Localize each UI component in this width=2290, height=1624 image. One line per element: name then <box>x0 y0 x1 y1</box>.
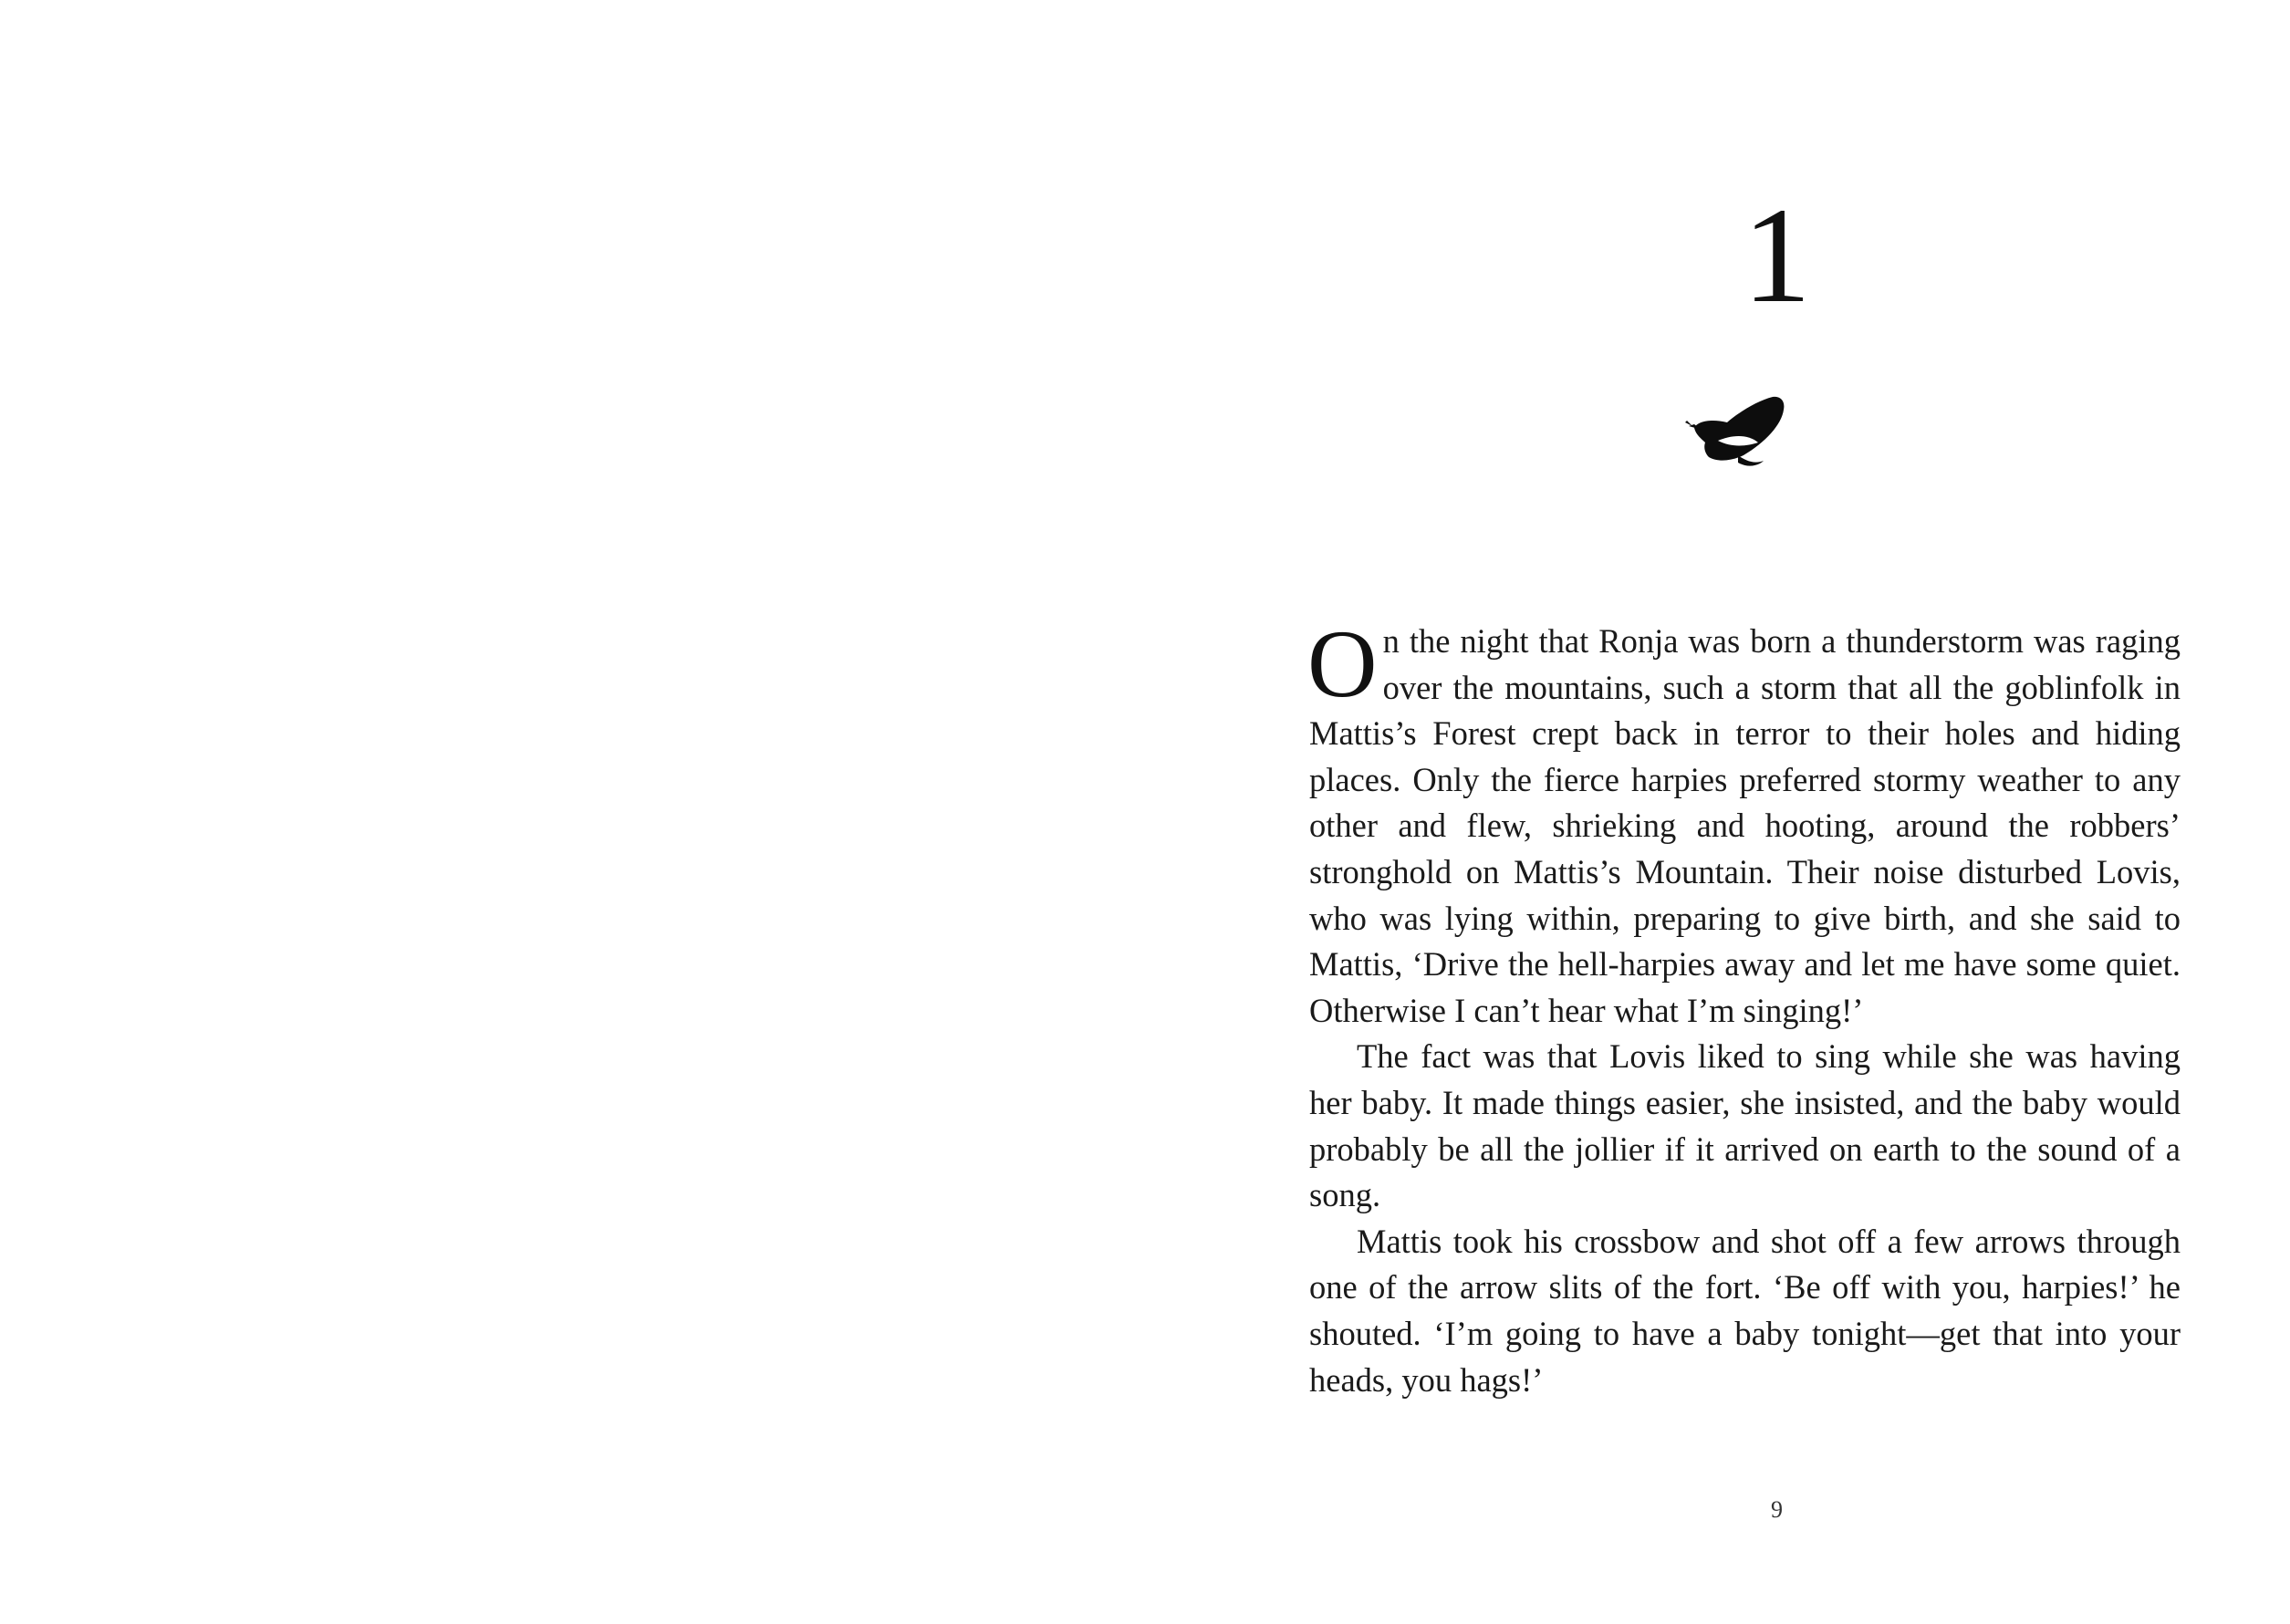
page-number: 9 <box>1771 1496 1783 1523</box>
drop-cap: O <box>1307 610 1378 717</box>
chapter-body <box>1307 610 2181 1403</box>
feather-icon <box>1681 388 1789 479</box>
paragraph-2: The fact was that Lovis liked to sing while she was having her baby. It made things easier, she insisted, and the baby would probably be all the jollier if it arrived on earth to the sound of a song. <box>1309 1037 2181 1214</box>
chapter-number: 1 <box>1743 180 1811 331</box>
paragraph-3: Mattis took his crossbow and shot off a few arrows through one of the arrow slits of the fort. ‘Be off with you, harpies!’ he shouted. ‘I’m going to have a baby tonight—get that into your heads, you hags!’ <box>1309 1222 2181 1399</box>
paragraph-1-text: n the night that Ronja was born a thunderstorm was raging over the mountains, such a storm that all the goblinfolk in Mattis’s Forest crept back in terror to their holes and hiding places. Only the fierce harpies preferred stormy weather to any other and flew, shrieking and hooting, around the robbers’ stronghold on Mattis’s Mountain. Their noise disturbed Lovis, who was lying within, preparing to give birth, and she said to Mattis, ‘Drive the hell-harpies away and let me have some quiet. Otherwise I can’t hear what I’m singing!’ <box>1309 622 2181 1029</box>
right-page <box>1145 0 2290 1624</box>
paragraph-1 <box>1307 610 2181 1034</box>
